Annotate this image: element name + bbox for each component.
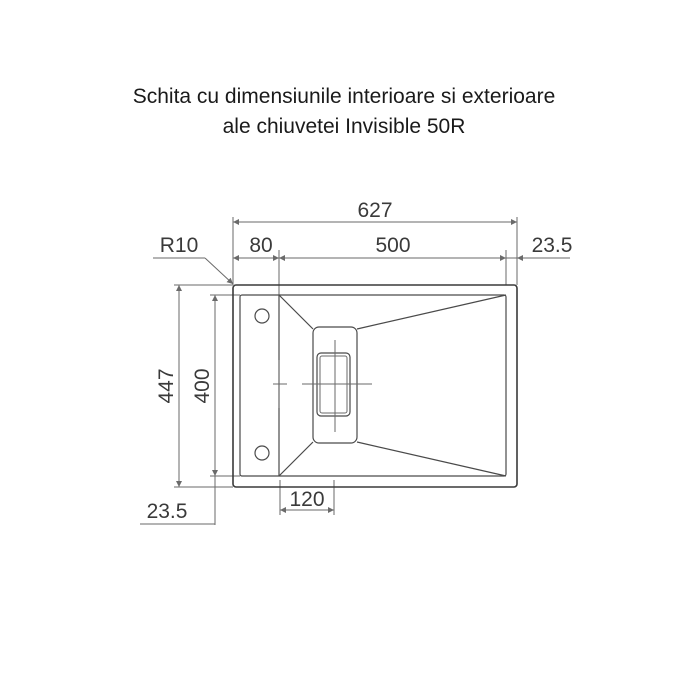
tap-hole-top [255, 309, 269, 323]
label-drain-width: 120 [289, 488, 325, 511]
label-bowl-width: 500 [375, 234, 411, 257]
label-drainer-width: 80 [249, 234, 273, 257]
title-line-1: Schita cu dimensiunile interioare si exterioare [132, 85, 556, 108]
label-corner-radius: R10 [159, 234, 199, 257]
label-bottom-margin: 23.5 [146, 500, 188, 523]
label-right-margin: 23.5 [531, 234, 573, 257]
dimension-labels [147, 199, 573, 523]
title-line-2: ale chiuvetei Invisible 50R [222, 115, 466, 138]
sink-body [233, 285, 517, 487]
tap-hole-bottom [255, 446, 269, 460]
outer-outline [233, 285, 517, 487]
label-bowl-depth: 400 [191, 368, 214, 404]
inner-outline [240, 295, 506, 476]
label-overall-width: 627 [357, 199, 393, 222]
extension-lines [174, 217, 517, 515]
label-overall-depth: 447 [155, 368, 178, 404]
